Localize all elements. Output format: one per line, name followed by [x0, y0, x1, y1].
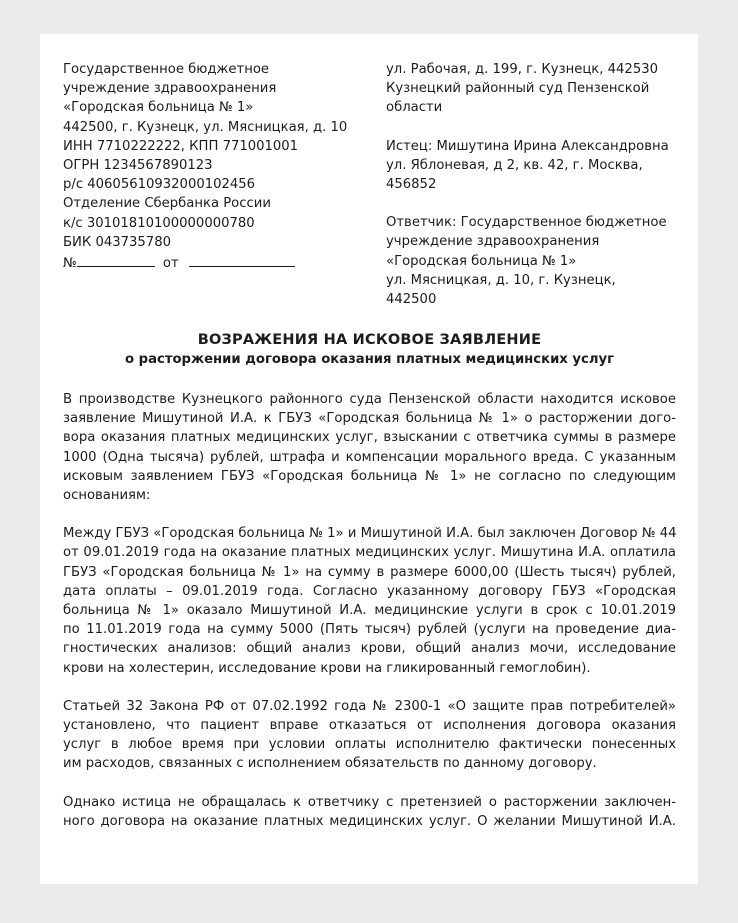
paragraph-line: установлено, что пациент вправе отказаться от исполнения договора оказания	[63, 718, 676, 734]
paragraph-line: гностических анализов: общий анализ крови, общий анализ мочи, исследование	[63, 641, 676, 657]
paragraph-contract	[63, 524, 676, 678]
sender-line: к/с 30101810100000000780	[63, 215, 255, 231]
outgoing-number-line	[63, 252, 363, 273]
sender-line: учреждение здравоохранения	[63, 81, 277, 97]
court-line: Кузнецкий районный суд Пензенской	[386, 81, 650, 97]
court-line: ул. Рабочая, д. 199, г. Кузнецк, 442530	[386, 62, 658, 77]
court-line: области	[386, 100, 443, 116]
defendant-line: Ответчик: Государственное бюджетное	[386, 215, 667, 231]
paragraph-line: вора оказания платных медицинских услуг, взыскании с ответчика суммы в размере	[63, 430, 676, 446]
sender-line: 442500, г. Кузнецк, ул. Мясницкая, д. 10	[63, 119, 348, 135]
plaintiff-line: ул. Яблоневая, д 2, кв. 42, г. Москва,	[386, 157, 643, 173]
paragraph-intro	[63, 390, 676, 505]
paragraph-line: 1000 (Одна тысяча) рублей, штрафа и компенсации морального вреда. С указанным	[63, 449, 676, 465]
document-header	[63, 60, 676, 330]
sender-line: БИК 043735780	[63, 234, 171, 250]
defendant-line: ул. Мясницкая, д. 10, г. Кузнецк,	[386, 272, 616, 288]
paragraph-line: основаниям:	[63, 488, 151, 504]
sender-line: р/с 40605610932000102456	[63, 177, 256, 193]
paragraph-line: по 11.01.2019 года на сумму 5000 (Пять тысяч) рублей (услуги на проведение диа-	[63, 622, 676, 638]
paragraph-line: дата оплаты – 09.01.2019 года. Согласно указанному договору ГБУЗ «Городская	[63, 583, 676, 599]
plaintiff-line: Истец: Мишутина Ирина Александровна	[386, 138, 669, 154]
document-page	[40, 34, 698, 884]
document-title: ВОЗРАЖЕНИЯ НА ИСКОВОЕ ЗАЯВЛЕНИЕ	[197, 332, 542, 348]
paragraph-line: заявление Мишутиной И.А. к ГБУЗ «Городская больница № 1» о расторжении дого-	[63, 411, 676, 427]
sender-line: ИНН 7710222222, КПП 771001001	[63, 138, 299, 154]
paragraph-line: ГБУЗ «Городская больница № 1» на сумму в размере 6000,00 (Шесть тысяч) рублей,	[63, 564, 676, 580]
paragraph-line: услуг в любое время при условии оплаты исполнителю фактически понесенных	[63, 737, 676, 753]
paragraph-line: В производстве Кузнецкого районного суда Пензенской области находится исковое	[63, 392, 676, 407]
number-label: №	[63, 256, 77, 272]
sender-line: Государственное бюджетное	[63, 62, 270, 77]
paragraph-line: Статьей 32 Закона РФ от 07.02.1992 года № 2300-1 «О защите прав потребителей»	[63, 698, 676, 714]
paragraph-claim	[63, 793, 676, 831]
paragraph-line: Между ГБУЗ «Городская больница № 1» и Мишутиной И.А. был заключен Договор № 44	[63, 526, 677, 542]
paragraph-line: больница № 1» оказало Мишутиной И.А. медицинские услуги в срок с 10.01.2019	[63, 603, 676, 619]
sender-block	[63, 60, 363, 273]
paragraph-line: крови на холестерин, исследование крови на гликированный гемоглобин).	[63, 660, 591, 676]
paragraph-line: им расходов, связанных с исполнением обязательств по данному договору.	[63, 756, 597, 772]
defendant-line: «Городская больница № 1»	[386, 253, 577, 269]
paragraph-line: от 09.01.2019 года на оказание платных медицинских услуг. Мишутина И.А. оплатила	[63, 545, 676, 561]
date-blank	[189, 252, 295, 267]
recipient-block	[386, 60, 676, 309]
plaintiff-line: 456852	[386, 177, 437, 193]
defendant-line: учреждение здравоохранения	[386, 234, 600, 250]
sender-line: «Городская больница № 1»	[63, 100, 254, 116]
number-blank	[77, 252, 155, 267]
date-label: от	[162, 256, 179, 272]
paragraph-line: Однако истица не обращалась к ответчику с претензией о расторжении заключен-	[63, 794, 676, 810]
defendant-line: 442500	[386, 292, 437, 308]
document-subtitle: о расторжении договора оказания платных медицинских услуг	[125, 352, 614, 367]
sender-line: ОГРН 1234567890123	[63, 158, 213, 174]
paragraph-line: ного договора на оказание платных медицинских услуг. О желании Мишутиной И.А.	[63, 813, 676, 829]
paragraph-law	[63, 697, 676, 774]
sender-line: Отделение Сбербанка России	[63, 196, 271, 212]
paragraph-line: исковым заявлением ГБУЗ «Городская больница № 1» не согласно по следующим	[63, 468, 676, 484]
